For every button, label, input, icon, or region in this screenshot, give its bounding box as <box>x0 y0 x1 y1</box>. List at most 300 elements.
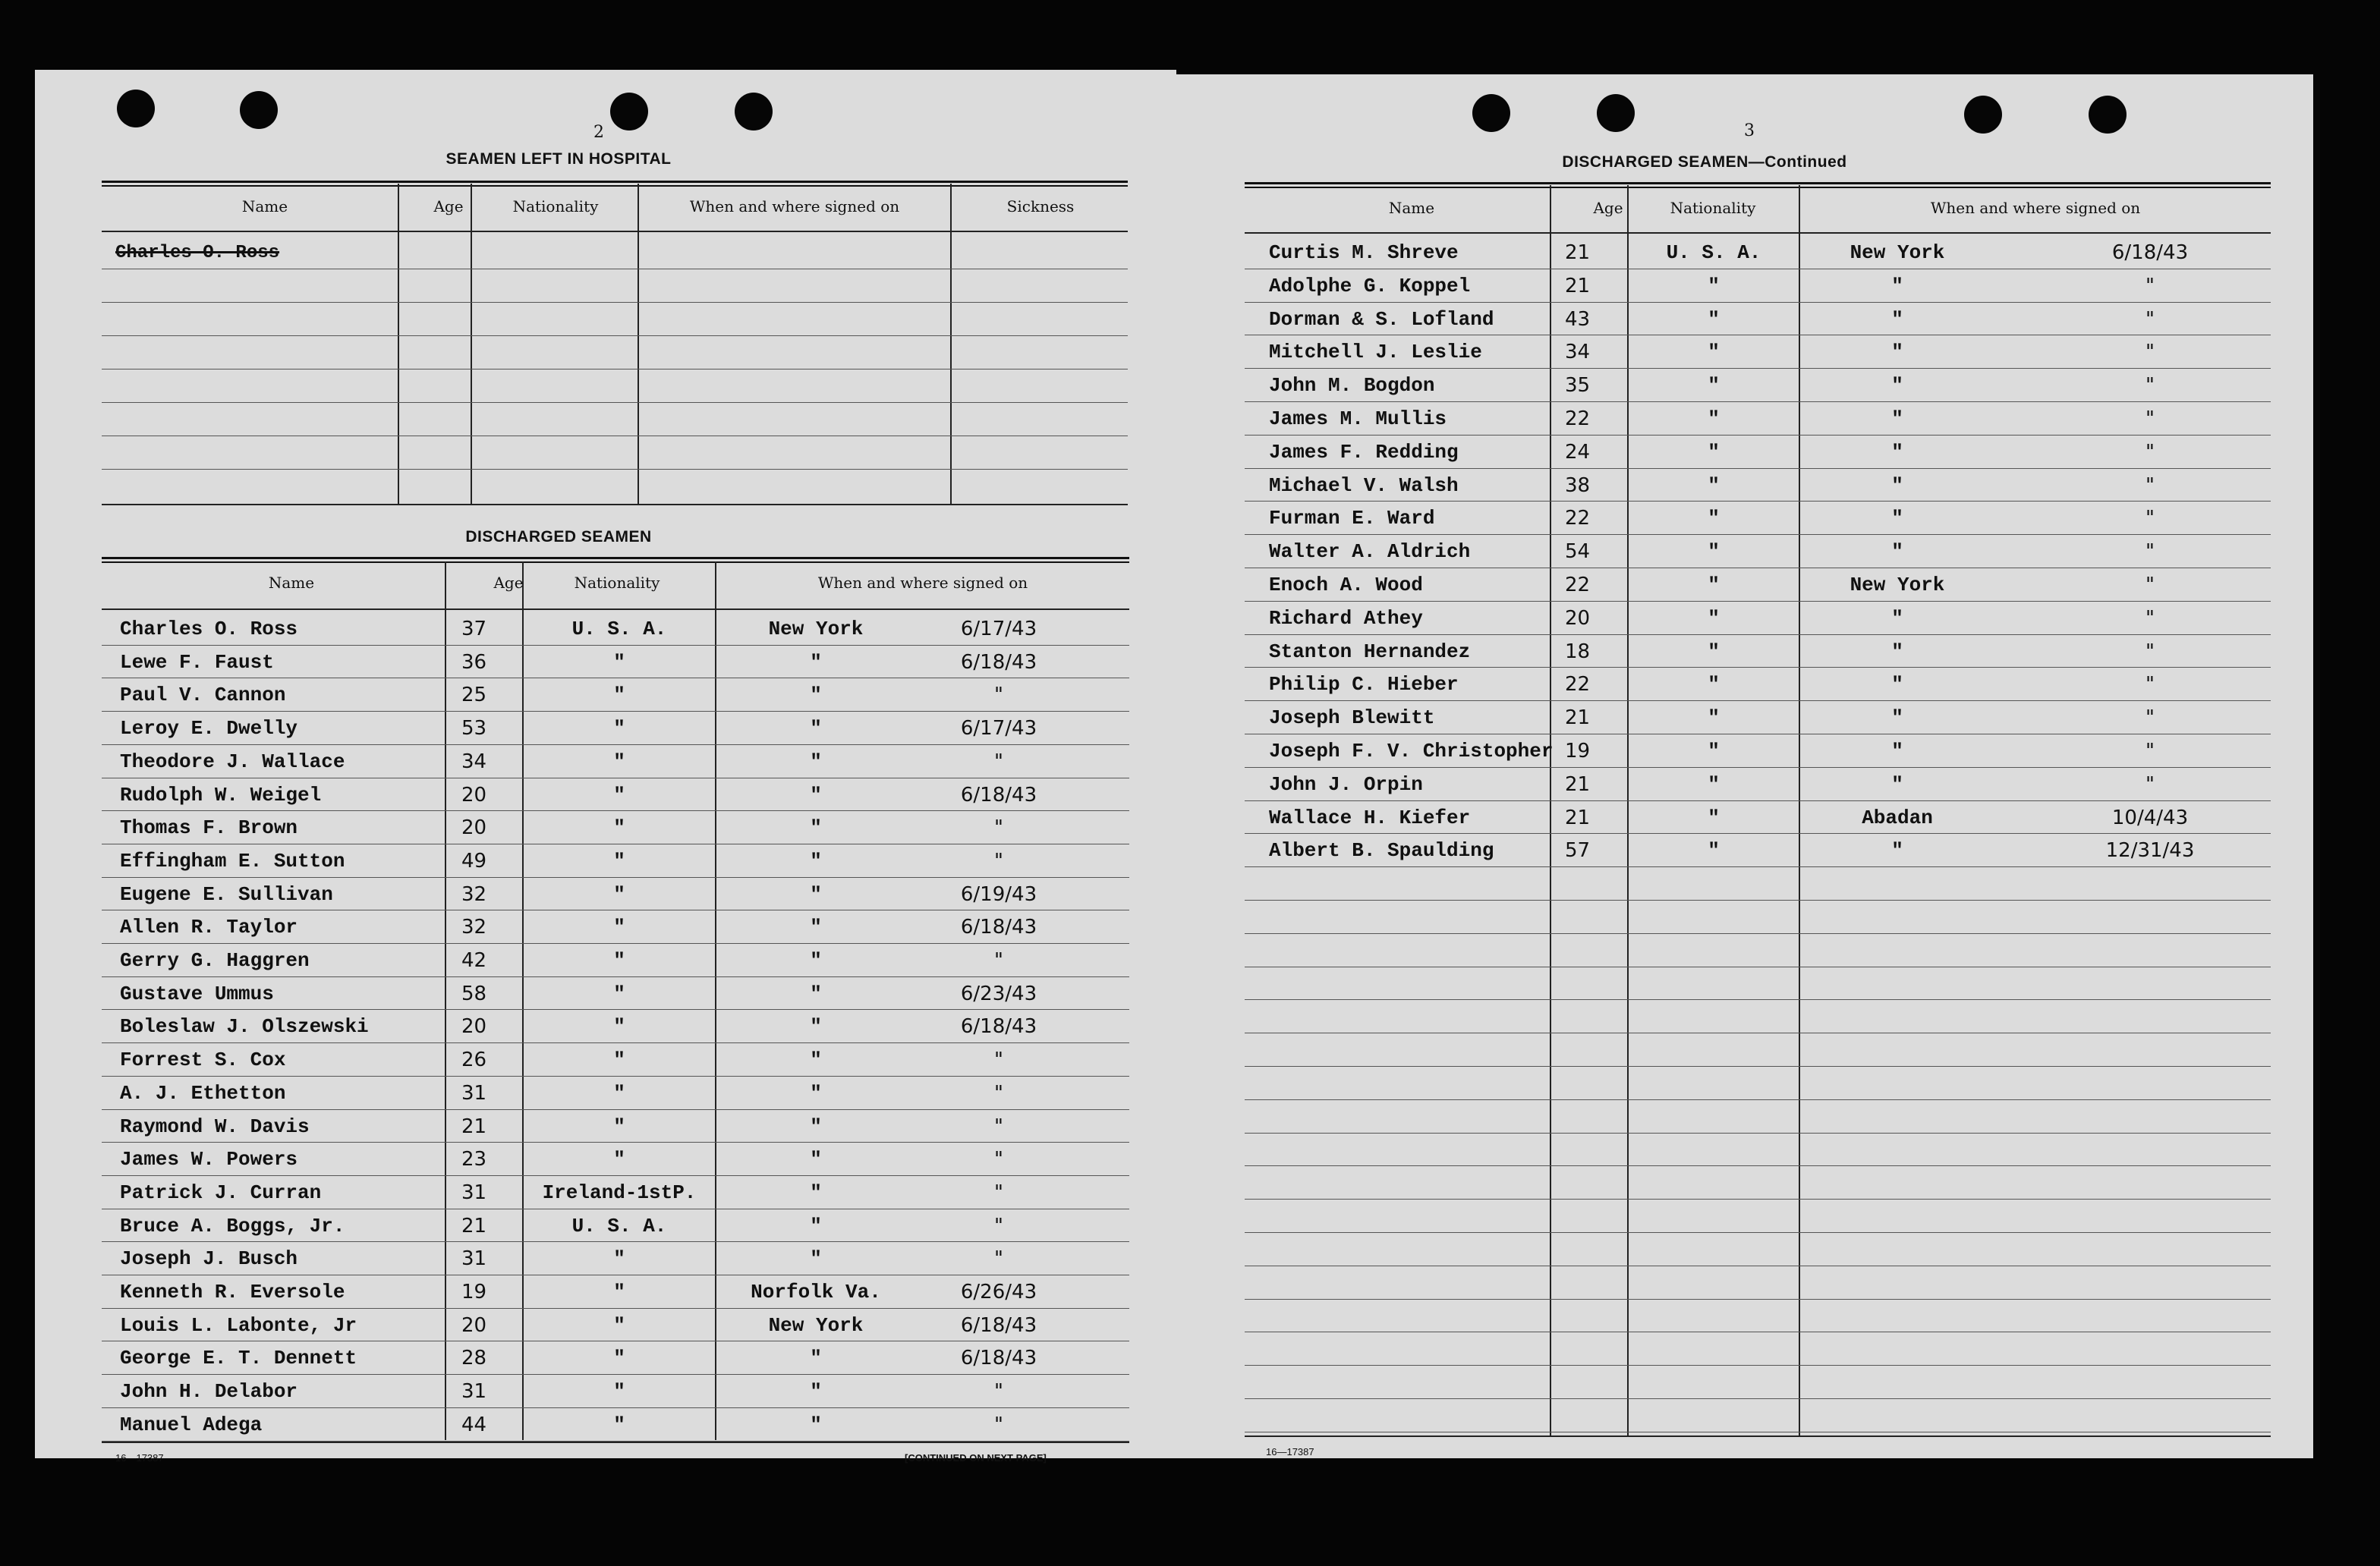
row-line <box>1245 1099 2271 1100</box>
signed-on-place: " <box>810 1181 822 1204</box>
signed-on-date: 6/18/43 <box>960 1015 1037 1039</box>
seaman-age: 43 <box>1565 307 1591 331</box>
row-line <box>1245 401 2271 402</box>
signed-on-date: " <box>2145 772 2155 796</box>
signed-on-date: 6/18/43 <box>960 1347 1037 1370</box>
seaman-nationality: " <box>1708 839 1720 863</box>
seaman-nationality: " <box>613 1380 625 1404</box>
signed-on-place: " <box>810 1049 822 1072</box>
seaman-nationality: " <box>1708 706 1720 730</box>
seaman-name: Wallace H. Kiefer <box>1269 806 1471 829</box>
row-line <box>1245 667 2271 668</box>
seaman-name: Mitchell J. Leslie <box>1269 341 1482 364</box>
seaman-age: 31 <box>461 1380 487 1404</box>
row-line <box>1245 1165 2271 1166</box>
seaman-name: A. J. Ethetton <box>120 1081 286 1105</box>
row-line <box>1245 700 2271 701</box>
signed-on-place: " <box>1891 540 1903 564</box>
signed-on-date: " <box>994 1049 1003 1072</box>
signed-on-date: 6/23/43 <box>960 982 1037 1005</box>
signed-on-place: " <box>810 882 822 906</box>
signed-on-place: " <box>810 1015 822 1039</box>
seaman-nationality: " <box>1708 307 1720 331</box>
seaman-name: Raymond W. Davis <box>120 1115 310 1138</box>
seaman-name: Paul V. Cannon <box>120 684 286 707</box>
seaman-nationality: " <box>1708 341 1720 364</box>
column-divider <box>471 184 472 504</box>
seaman-age: 57 <box>1565 839 1591 863</box>
signed-on-place: " <box>1891 473 1903 497</box>
signed-on-place: " <box>1891 740 1903 763</box>
seaman-age: 26 <box>461 1049 487 1072</box>
seaman-name: Forrest S. Cox <box>120 1049 286 1072</box>
seaman-age: 18 <box>1565 640 1591 663</box>
signed-on-place: " <box>810 1247 822 1271</box>
row-line <box>102 1241 1129 1242</box>
header-nationality: Nationality <box>1670 199 1756 217</box>
signed-on-place: " <box>810 816 822 840</box>
seaman-age: 23 <box>461 1148 487 1171</box>
seaman-nationality: " <box>613 1313 625 1337</box>
seaman-age: 54 <box>1565 540 1591 564</box>
signed-on-date: " <box>994 1115 1003 1138</box>
signed-on-place: " <box>810 684 822 707</box>
signed-on-date: " <box>2145 507 2155 530</box>
header-signed-on: When and where signed on <box>689 197 900 215</box>
signed-on-date: " <box>994 1413 1003 1436</box>
header-signed-on: When and where signed on <box>1930 199 2141 217</box>
seaman-age: 21 <box>461 1214 487 1237</box>
signed-on-date: " <box>994 1380 1003 1404</box>
row-line <box>1245 833 2271 834</box>
signed-on-place: Norfolk Va. <box>751 1281 881 1303</box>
seaman-nationality: " <box>1708 740 1720 763</box>
header-age: Age <box>1593 199 1623 217</box>
header-sickness: Sickness <box>1006 197 1075 215</box>
form-number: 16—17387 <box>115 1452 164 1464</box>
signed-on-place: " <box>810 1081 822 1105</box>
seaman-name: Gerry G. Haggren <box>120 949 310 972</box>
row-line <box>1245 1066 2271 1067</box>
signed-on-place: " <box>810 1413 822 1436</box>
signed-on-place: " <box>1891 640 1903 663</box>
seaman-nationality: " <box>613 1049 625 1072</box>
signed-on-place: " <box>1891 407 1903 430</box>
seaman-name: Walter A. Aldrich <box>1269 540 1471 564</box>
row-line <box>102 1441 1129 1442</box>
signed-on-date: " <box>2145 341 2155 364</box>
signed-on-date: 6/18/43 <box>960 1313 1037 1337</box>
seaman-age: 24 <box>1565 440 1591 464</box>
seaman-age: 19 <box>461 1281 487 1303</box>
seaman-name: James M. Mullis <box>1269 407 1447 430</box>
seaman-nationality: " <box>613 1413 625 1436</box>
signed-on-place: New York <box>1850 574 1945 596</box>
seaman-nationality: " <box>613 1347 625 1370</box>
seaman-name: Eugene E. Sullivan <box>120 882 333 906</box>
signed-on-place: " <box>810 1214 822 1237</box>
row-line <box>1245 767 2271 768</box>
seaman-nationality: " <box>613 849 625 873</box>
signed-on-date: " <box>994 849 1003 873</box>
seaman-age: 20 <box>461 783 487 807</box>
row-line <box>102 1009 1129 1010</box>
signed-on-place: " <box>1891 341 1903 364</box>
seaman-age: 32 <box>461 916 487 939</box>
seaman-name: Bruce A. Boggs, Jr. <box>120 1214 345 1237</box>
seaman-nationality: " <box>1708 606 1720 630</box>
seaman-age: 25 <box>461 684 487 707</box>
signed-on-date: " <box>2145 440 2155 464</box>
row-line <box>1245 800 2271 801</box>
signed-on-place: " <box>1891 606 1903 630</box>
signed-on-place: " <box>810 1380 822 1404</box>
signed-on-date: 10/4/43 <box>2111 806 2189 829</box>
seaman-name: Boleslaw J. Olszewski <box>120 1015 369 1039</box>
signed-on-date: 6/17/43 <box>960 618 1037 640</box>
punch-hole <box>2089 96 2127 134</box>
seaman-nationality: " <box>613 982 625 1005</box>
seaman-nationality: " <box>1708 806 1720 829</box>
row-line <box>102 744 1129 745</box>
table-bottom-rule <box>1245 1436 2271 1437</box>
table-top-rule <box>102 181 1128 187</box>
seaman-age: 22 <box>1565 407 1591 430</box>
signed-on-date: " <box>2145 606 2155 630</box>
hospital-name-struck: Charles O. Ross <box>115 243 280 263</box>
seaman-name: James W. Powers <box>120 1148 298 1171</box>
seaman-name: Kenneth R. Eversole <box>120 1281 345 1303</box>
seaman-age: 58 <box>461 982 487 1005</box>
signed-on-place: " <box>1891 507 1903 530</box>
signed-on-place: " <box>1891 307 1903 331</box>
signed-on-place: " <box>1891 772 1903 796</box>
signed-on-place: " <box>810 650 822 674</box>
seaman-nationality: " <box>613 650 625 674</box>
signed-on-place: New York <box>768 1313 864 1337</box>
column-divider <box>1550 185 1551 1436</box>
row-line <box>102 877 1129 878</box>
seaman-age: 20 <box>1565 606 1591 630</box>
column-divider <box>1799 185 1800 1436</box>
row-line <box>1245 368 2271 369</box>
signed-on-date: " <box>994 1247 1003 1271</box>
signed-on-date: 6/18/43 <box>2111 241 2189 264</box>
punch-hole <box>610 93 648 130</box>
signed-on-place: " <box>1891 673 1903 697</box>
seaman-age: 20 <box>461 1015 487 1039</box>
signed-on-place: " <box>810 982 822 1005</box>
signed-on-place: " <box>810 1115 822 1138</box>
seaman-name: Theodore J. Wallace <box>120 750 345 773</box>
seaman-name: Joseph F. V. Christopher <box>1269 740 1554 763</box>
row-line <box>102 976 1129 977</box>
hospital-section-title: SEAMEN LEFT IN HOSPITAL <box>445 150 672 168</box>
signed-on-date: " <box>2145 706 2155 730</box>
seaman-age: 32 <box>461 882 487 906</box>
row-line <box>102 1407 1129 1408</box>
header-age: Age <box>433 197 464 215</box>
column-divider <box>638 184 639 504</box>
column-divider <box>398 184 399 504</box>
seaman-name: Joseph J. Busch <box>120 1247 298 1271</box>
seaman-age: 22 <box>1565 673 1591 697</box>
seaman-name: Manuel Adega <box>120 1413 263 1436</box>
seaman-name: Albert B. Spaulding <box>1269 839 1494 863</box>
page-number: 3 <box>1744 121 1755 140</box>
signed-on-date: " <box>994 816 1003 840</box>
header-nationality: Nationality <box>574 574 660 592</box>
seaman-nationality: " <box>613 1247 625 1271</box>
row-line <box>102 810 1129 811</box>
seaman-nationality: " <box>1708 274 1720 297</box>
seaman-nationality: Ireland-1stP. <box>542 1181 697 1204</box>
signed-on-place: " <box>810 1148 822 1171</box>
right-page <box>1175 74 2313 1458</box>
seaman-name: John H. Delabor <box>120 1380 298 1404</box>
seaman-nationality: " <box>613 1015 625 1039</box>
seaman-name: Richard Athey <box>1269 606 1423 630</box>
seaman-age: 20 <box>461 1313 487 1337</box>
seaman-age: 22 <box>1565 507 1591 530</box>
signed-on-place: New York <box>768 618 864 640</box>
seaman-nationality: " <box>1708 374 1720 398</box>
seaman-nationality: " <box>613 1148 625 1171</box>
row-line <box>102 302 1128 303</box>
signed-on-place: " <box>810 949 822 972</box>
row-line <box>1245 1398 2271 1399</box>
header-age: Age <box>493 574 524 592</box>
seaman-name: Enoch A. Wood <box>1269 574 1423 596</box>
seaman-name: Michael V. Walsh <box>1269 473 1459 497</box>
row-line <box>102 1374 1129 1375</box>
signed-on-date: 6/19/43 <box>960 882 1037 906</box>
seaman-nationality: " <box>1708 640 1720 663</box>
discharged-section-title: DISCHARGED SEAMEN <box>465 528 652 546</box>
seaman-age: 34 <box>461 750 487 773</box>
seaman-age: 21 <box>1565 274 1591 297</box>
seaman-name: Adolphe G. Koppel <box>1269 274 1471 297</box>
signed-on-place: New York <box>1850 241 1945 264</box>
seaman-nationality: " <box>1708 772 1720 796</box>
signed-on-place: " <box>1891 839 1903 863</box>
seaman-name: Louis L. Labonte, Jr <box>120 1313 357 1337</box>
signed-on-date: " <box>2145 274 2155 297</box>
signed-on-date: 6/17/43 <box>960 717 1037 741</box>
header-rule <box>102 608 1129 610</box>
row-line <box>1245 534 2271 535</box>
seaman-name: Thomas F. Brown <box>120 816 298 840</box>
signed-on-date: " <box>994 1214 1003 1237</box>
seaman-nationality: " <box>1708 407 1720 430</box>
row-line <box>1245 601 2271 602</box>
row-line <box>1245 468 2271 469</box>
seaman-age: 21 <box>1565 706 1591 730</box>
row-line <box>102 335 1128 336</box>
seaman-nationality: " <box>613 1281 625 1303</box>
signed-on-date: 6/18/43 <box>960 916 1037 939</box>
seaman-name: Philip C. Hieber <box>1269 673 1459 697</box>
seaman-age: 31 <box>461 1181 487 1204</box>
signed-on-place: Abadan <box>1862 806 1933 829</box>
signed-on-date: " <box>994 949 1003 972</box>
header-name: Name <box>268 574 315 592</box>
row-line <box>1245 933 2271 934</box>
seaman-nationality: " <box>613 684 625 707</box>
seaman-name: Charles O. Ross <box>120 618 298 640</box>
signed-on-place: " <box>810 849 822 873</box>
row-line <box>102 711 1129 712</box>
seaman-age: 31 <box>461 1081 487 1105</box>
seaman-age: 44 <box>461 1413 487 1436</box>
continued-note: [CONTINUED ON NEXT PAGE] <box>905 1452 1047 1464</box>
punch-hole <box>1472 94 1510 132</box>
punch-hole <box>1964 96 2002 134</box>
signed-on-date: " <box>994 750 1003 773</box>
row-line <box>102 469 1128 470</box>
signed-on-place: " <box>810 783 822 807</box>
signed-on-date: 6/18/43 <box>960 650 1037 674</box>
seaman-name: James F. Redding <box>1269 440 1459 464</box>
seaman-age: 36 <box>461 650 487 674</box>
seaman-age: 21 <box>461 1115 487 1138</box>
row-line <box>102 1109 1129 1110</box>
table-top-rule <box>102 557 1129 563</box>
seaman-name: Furman E. Ward <box>1269 507 1435 530</box>
seaman-nationality: " <box>613 750 625 773</box>
signed-on-date: " <box>2145 740 2155 763</box>
table-bottom-rule <box>102 1442 1129 1443</box>
signed-on-date: " <box>2145 307 2155 331</box>
seaman-nationality: " <box>613 717 625 741</box>
row-line <box>1245 501 2271 502</box>
seaman-name: Rudolph W. Weigel <box>120 783 322 807</box>
seaman-age: 34 <box>1565 341 1591 364</box>
row-line <box>1245 999 2271 1000</box>
seaman-name: Gustave Ummus <box>120 982 274 1005</box>
seaman-nationality: " <box>1708 507 1720 530</box>
left-page <box>35 70 1176 1464</box>
seaman-nationality: " <box>613 783 625 807</box>
seaman-age: 21 <box>1565 806 1591 829</box>
seaman-nationality: " <box>1708 574 1720 596</box>
seaman-age: 37 <box>461 618 487 640</box>
seaman-nationality: " <box>613 949 625 972</box>
signed-on-place: " <box>1891 706 1903 730</box>
seaman-name: Curtis M. Shreve <box>1269 241 1459 264</box>
row-line <box>1245 302 2271 303</box>
signed-on-date: " <box>2145 574 2155 596</box>
signed-on-date: " <box>994 1181 1003 1204</box>
row-line <box>102 1142 1129 1143</box>
signed-on-place: " <box>810 1347 822 1370</box>
signed-on-place: " <box>810 717 822 741</box>
table-bottom-rule <box>102 504 1128 505</box>
header-nationality: Nationality <box>512 197 599 215</box>
seaman-nationality: " <box>613 1115 625 1138</box>
seaman-name: John M. Bogdon <box>1269 374 1435 398</box>
header-signed-on: When and where signed on <box>817 574 1028 592</box>
seaman-age: 38 <box>1565 473 1591 497</box>
seaman-name: Patrick J. Curran <box>120 1181 322 1204</box>
signed-on-place: " <box>810 916 822 939</box>
row-line <box>102 1308 1129 1309</box>
seaman-name: Stanton Hernandez <box>1269 640 1471 663</box>
signed-on-date: 6/26/43 <box>960 1281 1037 1303</box>
signed-on-place: " <box>810 750 822 773</box>
seaman-nationality: " <box>1708 440 1720 464</box>
seaman-age: 21 <box>1565 772 1591 796</box>
seaman-nationality: U. S. A. <box>571 1214 667 1237</box>
seaman-age: 22 <box>1565 574 1591 596</box>
header-rule <box>102 231 1128 232</box>
signed-on-date: 12/31/43 <box>2105 839 2195 863</box>
seaman-nationality: " <box>1708 540 1720 564</box>
seaman-age: 49 <box>461 849 487 873</box>
signed-on-date: " <box>2145 374 2155 398</box>
row-line <box>102 1076 1129 1077</box>
punch-hole <box>240 91 278 129</box>
row-line <box>1245 900 2271 901</box>
signed-on-date: 6/18/43 <box>960 783 1037 807</box>
header-rule <box>1245 232 2271 234</box>
seaman-name: Joseph Blewitt <box>1269 706 1435 730</box>
row-line <box>1245 634 2271 635</box>
seaman-name: John J. Orpin <box>1269 772 1423 796</box>
signed-on-date: " <box>2145 473 2155 497</box>
punch-hole <box>117 90 155 127</box>
seaman-nationality: " <box>613 1081 625 1105</box>
row-line <box>102 645 1129 646</box>
signed-on-date: " <box>2145 540 2155 564</box>
seaman-nationality: " <box>613 916 625 939</box>
seaman-nationality: U. S. A. <box>1666 241 1761 264</box>
seaman-nationality: " <box>1708 473 1720 497</box>
row-line <box>1245 1299 2271 1300</box>
column-divider <box>950 184 952 504</box>
row-line <box>1245 1232 2271 1233</box>
title-main: DISCHARGED SEAMEN <box>1562 153 1749 171</box>
signed-on-date: " <box>994 1148 1003 1171</box>
table-top-rule <box>1245 182 2271 188</box>
header-name: Name <box>241 197 288 215</box>
seaman-age: 20 <box>461 816 487 840</box>
row-line <box>1245 866 2271 867</box>
title-continued: —Continued <box>1748 153 1847 171</box>
seaman-nationality: " <box>613 816 625 840</box>
seaman-name: Effingham E. Sutton <box>120 849 345 873</box>
row-line <box>1245 1199 2271 1200</box>
seaman-nationality: " <box>613 882 625 906</box>
seaman-age: 19 <box>1565 740 1591 763</box>
row-line <box>102 943 1129 944</box>
signed-on-place: " <box>1891 374 1903 398</box>
seaman-name: Dorman & S. Lofland <box>1269 307 1494 331</box>
signed-on-place: " <box>1891 440 1903 464</box>
signed-on-place: " <box>1891 274 1903 297</box>
form-number: 16—17387 <box>1266 1446 1314 1458</box>
signed-on-date: " <box>994 1081 1003 1105</box>
page-number: 2 <box>593 123 604 142</box>
seaman-age: 31 <box>461 1247 487 1271</box>
punch-hole <box>1597 94 1635 132</box>
column-divider <box>1627 185 1629 1436</box>
row-line <box>102 1175 1129 1176</box>
seaman-name: Allen R. Taylor <box>120 916 298 939</box>
seaman-name: Leroy E. Dwelly <box>120 717 298 741</box>
seaman-age: 42 <box>461 949 487 972</box>
discharged-continued-title <box>1469 153 1940 171</box>
